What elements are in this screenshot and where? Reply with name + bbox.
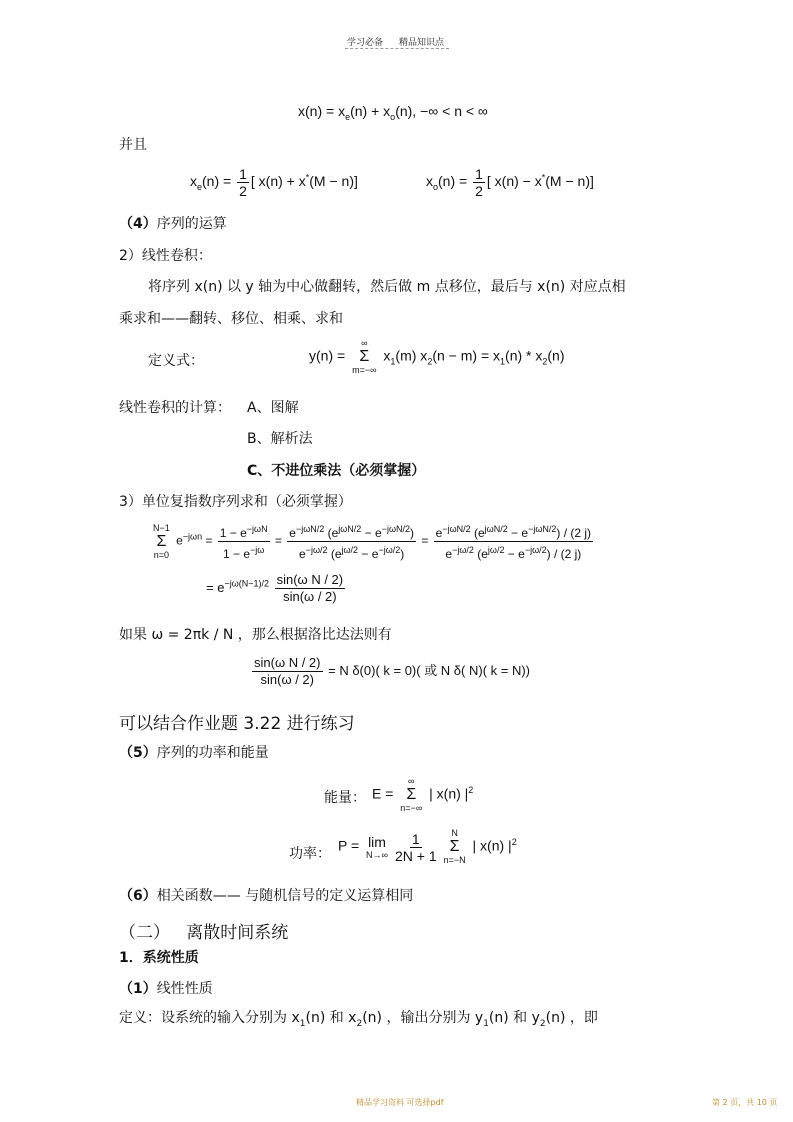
subsection-2-title: 2）线性卷积： (119, 248, 212, 264)
calc-option-b: B、解析法 (247, 431, 313, 447)
linearity-title: 线性性质 (156, 981, 213, 997)
part-2-title: 离散时间系统 (186, 923, 289, 943)
footer-left: 精品学习资料 可选择pdf (356, 1098, 444, 1107)
homework-note: 可以结合作业题 3.22 进行练习 (119, 714, 355, 734)
eq-energy: E = ∞ Σ n=−∞ | x(n) $|^2$ (372, 776, 474, 813)
linearity-heading (119, 978, 213, 998)
footer-right: 第 2 页，共 10 页 (712, 1098, 778, 1107)
section-6-heading (119, 885, 413, 905)
section-5-heading (119, 742, 269, 762)
definition-label: 定义式： (148, 353, 204, 369)
eq-exponential-sum: N−1 Σ n=0 $e^{-j\omega n}$ = $\frac{1 - e^{-j\omega N}}{1 - e^{-j\omega}}$ = $\frac{e^{-j\omega N/2} (e^{j\omega N/2} - e^{-j\omega N/2})}{e^{-j\omega/2} (e^{j\omega/2} - e^{-j\omega/2})}$ = $\frac{e^{-j\omega N/2} (e^{j\omega N/2} - e^{-j\omega N/2}) / (2 j)}{e^{-j\omega/2} (e^{j\omega/2} - e^{-j\omega/2}) / (2 j)}$ (153, 522, 592, 561)
section-4-number: （4） (119, 216, 157, 232)
eq-power: P = lim N→∞ $\frac{1}{2N + 1}$ N Σ n=−N | x(n) $|^2$ (338, 828, 517, 865)
eq-odd-part: $x_o(n)$ = $\frac{1}{2}$ [ x(n) − x*(M − n)] (426, 166, 594, 199)
eq-convolution: y(n) = ∞ Σ m=−∞ $x_1(m) x_2(n - m) = x_1(n) * x_2(n)$ (309, 338, 565, 375)
lhopital-condition: 如果 ω = 2πk / N ，那么根据洛比达法则有 (119, 627, 392, 643)
linearity-definition: 定义：设系统的输入分别为 $x_1(n)$ 和 $x_2(n)$ ，输出分别为 $y_1(n)$ 和 $y_2(n)$ ，即 (119, 1010, 598, 1029)
section-4-title: 序列的运算 (156, 216, 227, 232)
eq-lhopital: $\frac{\text{sin(ω N / 2)}}{\sin(\omega / 2)}$ = N δ(0)( k = 0)( 或 N δ( N)( k = N)) (254, 655, 531, 687)
section-4-heading (119, 213, 227, 233)
calc-option-a: A、图解 (247, 400, 299, 416)
section-6-title: 相关函数—— 与随机信号的定义运算相同 (156, 888, 414, 904)
header-right: 精品知识点 (399, 38, 445, 48)
header-left: 学习必备 (347, 38, 384, 48)
power-label: 功率： (289, 846, 331, 862)
conv-desc-line1: 将序列 x(n) 以 y 轴为中心做翻转，然后做 m 点移位，最后与 x(n) 对应点相 (148, 279, 626, 295)
conv-desc-line2: 乘求和——翻转、移位、相乘、求和 (119, 311, 343, 327)
calc-label: 线性卷积的计算： (119, 400, 231, 416)
section-6-number: （6） (119, 888, 157, 904)
energy-label: 能量： (324, 790, 366, 806)
header-rule (345, 48, 449, 49)
linearity-number: （1） (119, 981, 157, 997)
eq-exponential-sum-result: = $e^{-j\omega(N-1)/2}$ $\frac{\text{sin(ω N / 2)}}{\sin(\omega / 2)}$ (206, 572, 344, 604)
part-2-number: （二） (119, 923, 170, 943)
section-5-title: 序列的功率和能量 (156, 745, 269, 761)
system-properties-title: 1．系统性质 (119, 950, 199, 966)
section-5-number: （5） (119, 745, 157, 761)
part-2-heading (119, 918, 288, 943)
eq-even-part: $x_e(n)$ = $\frac{1}{2}$ [ x(n) + x*(M − n)] (190, 166, 358, 199)
calc-option-c: C、不进位乘法（必须掌握） (247, 463, 426, 479)
and-text: 并且 (119, 137, 147, 153)
eq-decomposition: $x(n) = x_e(n) + x_o(n)$, −∞ < n < ∞ (298, 103, 488, 122)
subsection-3-title: 3）单位复指数序列求和（必须掌握） (119, 494, 352, 510)
